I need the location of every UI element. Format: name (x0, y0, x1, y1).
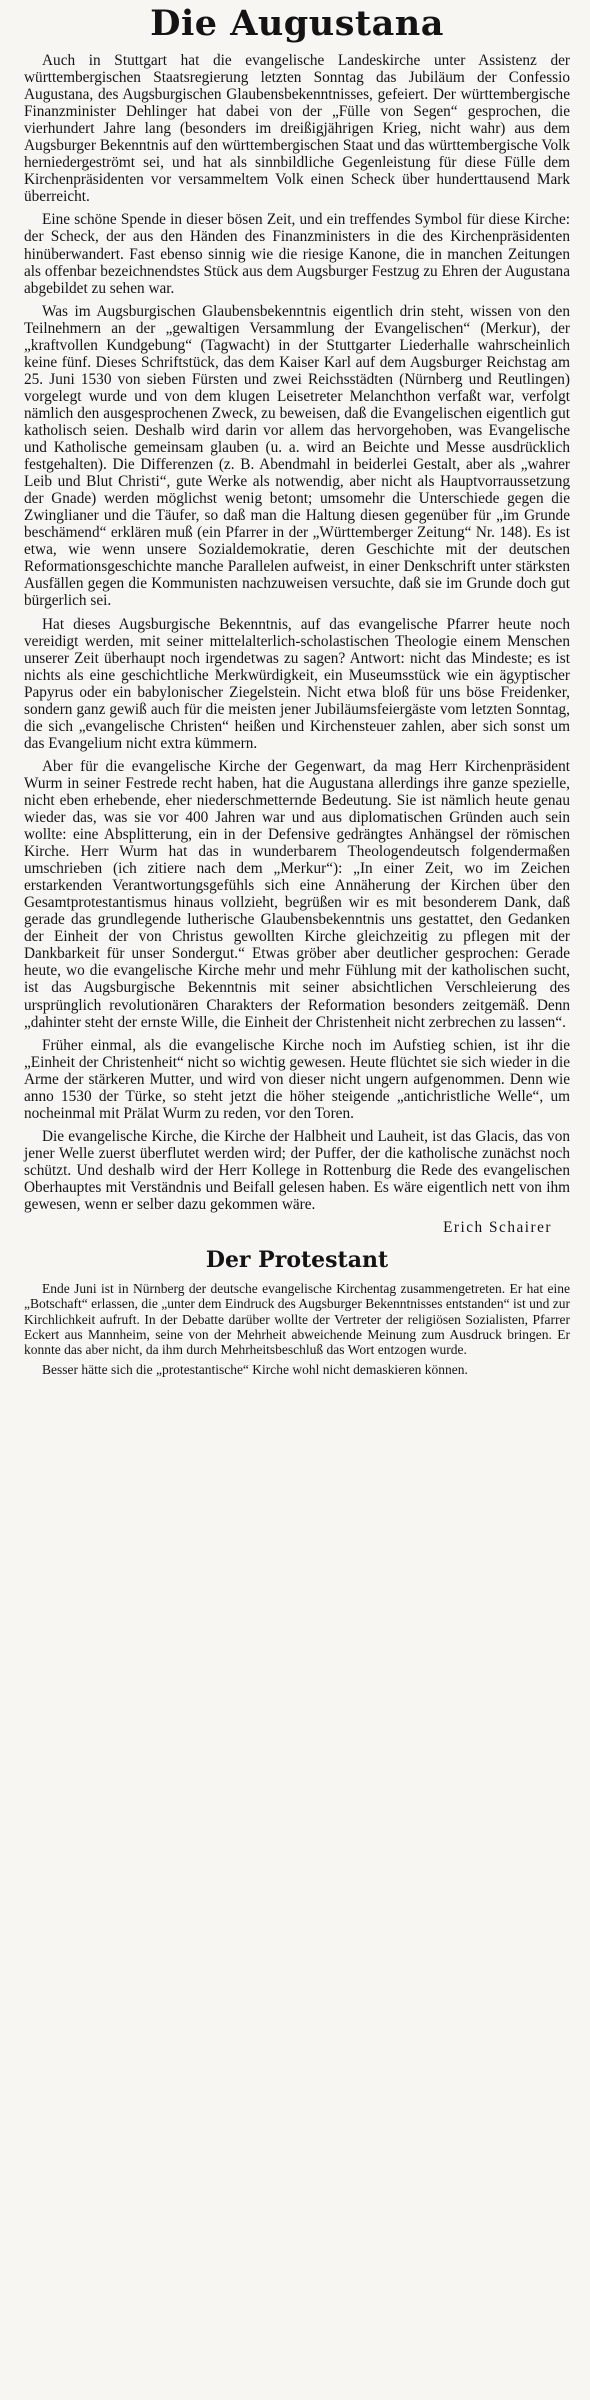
article-paragraph: Eine schöne Spende in dieser bösen Zeit, und ein treffendes Symbol für diese Kirche: der Scheck, der aus den Händen des Finanzministers in die des Kirchenpräsidenten hinüberwandert. Fast ebenso sinnig wie die riesige Kanone, die in manchen Zeitungen als offenbar bezeichnendstes Stück aus dem Augsburger Festzug zu Ehren der Augustana abgebildet zu sehen war. (24, 211, 570, 297)
second-article-body (24, 1281, 570, 1377)
second-article-title: Der Protestant (205, 1247, 389, 1274)
article-paragraph: Hat dieses Augsburgische Bekenntnis, auf das evangelische Pfarrer heute noch vereidigt werden, mit seiner mittelalterlich-scholastischen Theologie einem Menschen unserer Zeit überhaupt noch irgendetwas zu sagen? Antwort: nicht das Mindeste; es ist nichts als eine geschichtliche Merkwürdigkeit, ein Museumsstück wie ein ägyptischer Papyrus oder ein babylonischer Ziegelstein. Nicht etwa bloß für uns böse Freidenker, sondern ganz gewiß auch für die meisten jener Jubiläumsfeiergäste vom letzten Sonntag, die sich „evangelische Christen“ heißen und Kirchensteuer zahlen, aber sich sonst um das Evangelium nicht extra kümmern. (24, 615, 570, 752)
article-paragraph: Die evangelische Kirche, die Kirche der Halbheit und Lauheit, ist das Glacis, das von jener Welle zuerst überflutet werden wird; der Puffer, der die katholische zunächst noch schützt. Und deshalb wird der Herr Kollege in Rottenburg die Rede des evangelischen Oberhauptes mit Verständnis und Beifall gelesen haben. Es wäre eigentlich nett von ihm gewesen, wenn er selber dazu gekommen wäre. (24, 1127, 570, 1214)
article-paragraph: Was im Augsburgischen Glaubensbekenntnis eigentlich drin steht, wissen von den Teilnehmern an der „gewaltigen Versammlung der Evangelischen“ (Merkur), der „kraftvollen Kundgebung“ (Tagwacht) in der Stuttgarter Liederhalle wahrscheinlich keine fünf. Dieses Schriftstück, das dem Kaiser Karl auf dem Augsburger Reichstag am 25. Juni 1530 von sieben Fürsten und zwei Reichsstädten (Nürnberg und Reutlingen) vorgelegt wurde und von dem klugen Leisetreter Melanchthon verfaßt war, verfolgt nämlich den ausgesprochenen Zweck, zu beweisen, daß die Evangelischen eigentlich gut katholisch seien. Deshalb wird darin vor allem das hervorgehoben, was Evangelische und Katholische gemeinsam glauben (u. a. wird an Beichte und Messe ausdrücklich festgehalten). Die Differenzen (z. B. Abendmahl in beiderlei Gestalt, aber als „wahrer Leib und Blut Christi“, gute Werke als notwendig, aber nicht als Hauptvorraussetzung der Gnade) werden möglichst wenig betont; umsomehr die Unterschiede gegen die Zwinglianer und die Täufer, so daß man die Haltung diesen gegenüber für „im Grunde beschämend“ erklären muß (ein Pfarrer in der „Württemberger Zeitung“ Nr. 148). Es ist etwa, wie wenn unsere Sozialdemokratie, deren Geschichte mit der deutschen Reformationsgeschichte manche Parallelen aufweist, in einer Denkschrift unter stärksten Ausfällen gegen die Kommunisten nachzuweisen versuchte, daß sie im Grunde doch gut bürgerlich sei. (24, 302, 570, 610)
author-signature: Erich Schairer (443, 1219, 552, 1237)
article-paragraph: Früher einmal, als die evangelische Kirche noch im Aufstieg schien, ist ihr die „Einheit der Christenheit“ nicht so wichtig gewesen. Heute flüchtet sie sich wieder in die Arme der stärkeren Mutter, und wird von dieser nicht ungern aufgenommen. Denn wie anno 1530 der Türke, so steht jetzt die höher steigende „antichristliche Welle“, um nocheinmal mit Prälat Wurm zu reden, vor den Toren. (24, 1036, 570, 1122)
second-article-paragraph: Besser hätte sich die „protestantische“ Kirche wohl nicht demaskieren können. (42, 1362, 468, 1378)
second-article-paragraph: Ende Juni ist in Nürnberg der deutsche evangelische Kirchentag zusammengetreten. Er hat eine „Botschaft“ erlassen, die „unter dem Eindruck des Augsburger Bekenntnisses entstanden“ ist und zur Kirchlichkeit aufruft. In der Debatte darüber wollte der Vertreter der religiösen Sozialisten, Pfarrer Eckert aus Mannheim, seine von der Mehrheit abweichende Meinung zum Ausdruck bringen. Er konnte das aber nicht, da ihm durch Mehrheitsbeschluß das Wort entzogen wurde. (24, 1281, 570, 1357)
article-title: Die Augustana (150, 3, 444, 44)
article-paragraph: Auch in Stuttgart hat die evangelische Landeskirche unter Assistenz der württembergischen Staatsregierung letzten Sonntag das Jubiläum der Confessio Augustana, des Augsburgischen Glaubensbekenntnisses, gefeiert. Der württembergische Finanzminister Dehlinger hat dabei von der „Fülle von Segen“ gesprochen, die vierhundert Jahre lang (besonders im dreißigjährigen Krieg, nicht wahr) aus dem Augsburger Bekenntnis auf den württembergischen Staat und das württembergische Volk herniedergeströmt sei, und hat als sinnbildliche Gegenleistung für diese Fülle dem Kirchenpräsidenten vor versammeltem Volk einen Scheck über hunderttausend Mark überreicht. (24, 52, 570, 206)
article-paragraph: Aber für die evangelische Kirche der Gegenwart, da mag Herr Kirchenpräsident Wurm in seiner Festrede recht haben, hat die Augustana allerdings ihre ganze spezielle, nicht eben erhebende, eher niederschmetternde Bedeutung. Sie ist nämlich heute genau wieder das, was sie vor 400 Jahren war und aus diplomatischen Gründen auch sein wollte: eine Absplitterung, ein in der Defensive gedrängtes Anhängsel der römischen Kirche. Herr Wurm hat das in wunderbarem Theologendeutsch folgendermaßen umschrieben (ich zitiere nach dem „Merkur“): „In einer Zeit, wo im Zeichen erstarkenden Verantwortungsgefühls sich eine Annäherung der Kirchen über den Gesamtprotestantismus hinaus vollzieht, begrüßen wir es mit besonderem Dank, daß gerade das grundlegende lutherische Glaubensbekenntnis uns gestattet, den Gedanken der Einheit der von Christus gewollten Kirche gleichzeitig zu pflegen mit der Dankbarkeit für unser Sondergut.“ Etwas gröber aber deutlicher gesprochen: Gerade heute, wo die evangelische Kirche mehr und mehr Fühlung mit der katholischen sucht, ist das Augsburgische Bekenntnis mit seiner absichtlichen Verschleierung des ursprünglich revolutionären Charakters der Reformation besonders zeitgemäß. Denn „dahinter steht der ernste Wille, die Einheit der Christenheit nicht zerbrechen zu lassen“. (24, 757, 570, 1031)
article-body (24, 52, 570, 1213)
